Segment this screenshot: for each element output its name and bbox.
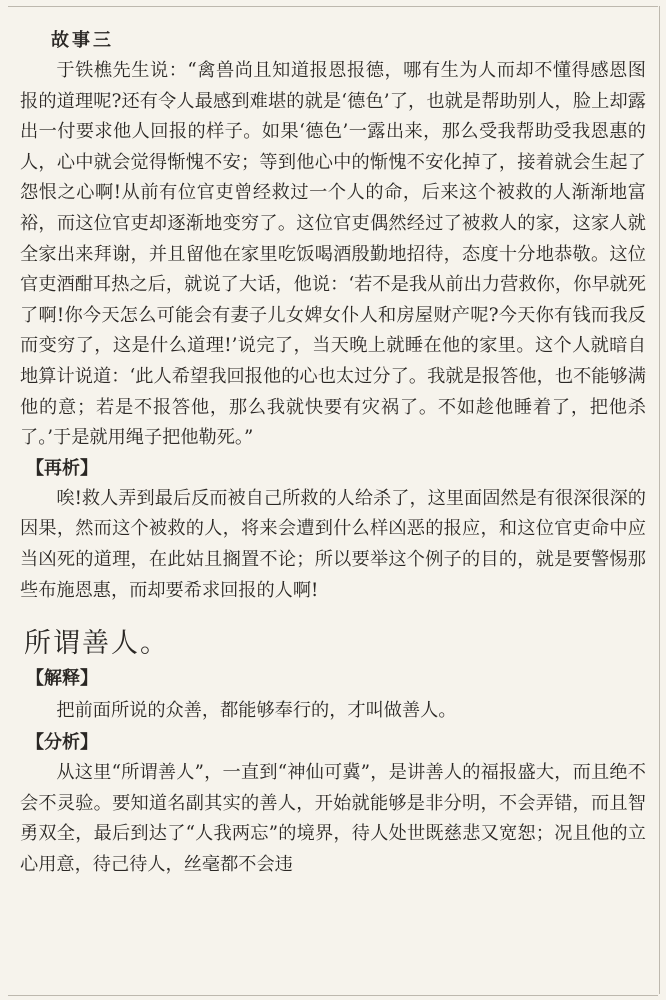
explanation-label: 【解释】 [26, 668, 98, 690]
page-content [20, 26, 646, 880]
page-border-top [8, 6, 658, 7]
reanalysis-paragraph: 唉!救人弄到最后反而被自己所救的人给杀了，这里面固然是有很深很深的因果，然而这个被救的人，将来会遭到什么样凶恶的报应，和这位官吏命中应当凶死的道理，在此姑且搁置不论；所以要举这个例子的目的，就是要警惕那些布施恩惠，而却要希求回报的人啊! [20, 487, 646, 601]
page-border-bottom [8, 995, 658, 996]
page-border-right [659, 6, 660, 994]
main-heading: 所谓善人。 [24, 628, 169, 660]
story-title: 故事三 [51, 30, 114, 51]
analysis-paragraph: 从这里“所谓善人”，一直到“神仙可冀”，是讲善人的福报盛大，而且绝不会不灵验。要知道名副其实的善人，开始就能够是非分明，不会弄错，而且智勇双全，最后到达了“人我两忘”的境界，待人处世既慈悲又宽恕；况且他的立心用意，待己待人，丝毫都不会违 [20, 762, 646, 875]
explanation-paragraph: 把前面所说的众善，都能够奉行的，才叫做善人。 [56, 700, 457, 722]
story-paragraph: 于铁樵先生说：“禽兽尚且知道报恩报德，哪有生为人而却不懂得感恩图报的道理呢?还有令人最感到难堪的就是‘德色’了，也就是帮助别人，脸上却露出一付要求他人回报的样子。如果‘德色’一露出来，那么受我帮助受我恩惠的人，心中就会觉得惭愧不安；等到他心中的惭愧不安化掉了，接着就会生起了怨恨之心啊!从前有位官吏曾经救过一个人的命，后来这个被救的人渐渐地富裕，而这位官吏却逐渐地变穷了。这位官吏偶然经过了被救人的家，这家人就全家出来拜谢，并且留他在家里吃饭喝酒殷勤地招待，态度十分地恭敬。这位官吏酒酣耳热之后，就说了大话，他说：‘若不是我从前出力营救你，你早就死了啊!你今天怎么可能会有妻子儿女婢女仆人和房屋财产呢?今天你有钱而我反而变穷了，这是什么道理!’说完了，当天晚上就睡在他的家里。这个人就暗自地算计说道：‘此人希望我回报他的心也太过分了。我就是报答他，也不能够满他的意；若是不报答他，那么我就快要有灾祸了。不如趁他睡着了，把他杀了。’于是就用绳子把他勒死。” [20, 60, 646, 449]
reanalysis-label: 【再析】 [26, 457, 98, 479]
analysis-label: 【分析】 [26, 732, 98, 754]
